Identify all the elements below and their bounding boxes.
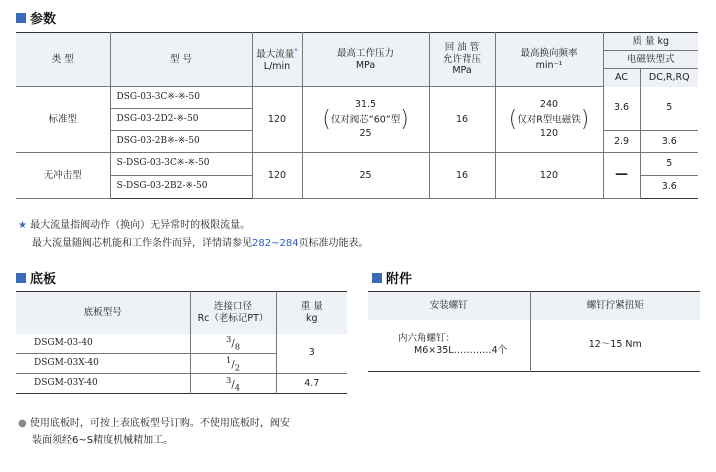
shockless-flow: 120	[252, 153, 302, 199]
standard-pressure-cell	[302, 87, 429, 153]
star-icon: ★	[18, 220, 27, 231]
header-max-pressure	[302, 33, 429, 87]
base-plate-table	[16, 291, 347, 394]
params-section-title	[16, 8, 56, 27]
standard-freq-3: 120	[539, 128, 559, 140]
note-line-2-pre: 最大流量随阀芯机能和工作条件而异，详情请参见	[32, 238, 252, 249]
base-note-line-2	[32, 431, 173, 446]
base-model-3: DSGM-03Y-40	[16, 374, 190, 394]
max-pressure-unit: MPa	[355, 59, 376, 71]
params-title-text: 参数	[30, 12, 57, 27]
return-unit: MPa	[452, 65, 472, 77]
standard-type-cell: 标准型	[16, 87, 110, 153]
shockless-dc-2: 3.6	[640, 176, 698, 199]
header-type: 类 型	[16, 33, 110, 87]
port-1-den: 8	[234, 341, 240, 352]
bolt-type: 内六角螺钉：	[398, 333, 456, 345]
bolt-cell	[368, 320, 530, 372]
freq-label: 最高换向频率	[520, 47, 578, 59]
header-base-model: 底板型号	[16, 292, 190, 334]
paren-left-icon: (	[508, 106, 518, 132]
note-line-1	[18, 216, 250, 231]
header-bolt: 安装螺钉	[368, 292, 530, 320]
standard-model-1: DSG-03-3C※-※-50	[110, 87, 252, 109]
header-model: 型 号	[110, 33, 252, 87]
standard-model-2: DSG-03-2D2-※-50	[110, 109, 252, 131]
max-pressure-label: 最高工作压力	[336, 47, 394, 59]
port-size-standard: Rc（老标记PT）	[197, 312, 269, 324]
params-table	[16, 32, 698, 199]
header-torque: 螺钉拧紧扭矩	[530, 292, 700, 320]
base-note-line-1	[18, 414, 290, 429]
base-port-3: $^3/_4$	[190, 374, 276, 394]
header-return-pressure	[429, 33, 495, 87]
base-title-text: 底板	[30, 272, 57, 287]
shockless-dc-1: 5	[640, 153, 698, 176]
standard-freq-1: 240	[539, 98, 559, 110]
freq-unit: min⁻¹	[535, 59, 563, 71]
base-model-1: DSGM-03-40	[16, 334, 190, 354]
base-mass-b: 4.7	[276, 374, 347, 394]
return-label-1: 回 油 管	[444, 41, 480, 53]
standard-flow: 120	[252, 87, 302, 153]
header-ac: AC	[603, 69, 640, 87]
shockless-pressure: 25	[302, 153, 429, 199]
acc-section-title	[372, 268, 412, 287]
section-square-icon	[372, 273, 382, 283]
shockless-frequency: 120	[495, 153, 603, 199]
standard-pressure-note: 仅对阀芯“60”型	[330, 114, 401, 125]
header-port-size	[190, 292, 276, 334]
section-square-icon	[16, 273, 26, 283]
port-1-num: 3	[226, 334, 232, 345]
port-3-den: 4	[234, 381, 240, 392]
paren-left-icon: (	[322, 106, 331, 132]
note-line-2-post: 页标准功能表。	[298, 238, 369, 249]
header-solenoid-type: 电磁铁型式	[603, 51, 698, 69]
base-note-1-text: 使用底板时，可按上表底板型号订购。不使用底板时，阀安	[29, 418, 290, 429]
standard-ac-2: 2.9	[603, 131, 640, 153]
paren-right-icon: )	[400, 106, 409, 132]
note-line-1-text: 最大流量指阀动作（换向）无异常时的极限流量。	[30, 220, 251, 231]
standard-model-3: DSG-03-2B※-※-50	[110, 131, 252, 153]
standard-frequency-cell	[495, 87, 603, 153]
standard-pressure-1: 31.5	[354, 98, 377, 110]
header-max-frequency	[495, 33, 603, 87]
port-size-label: 连接口径	[213, 300, 252, 312]
base-mass-a: 3	[276, 334, 347, 374]
torque-value: 12～15 Nm	[530, 320, 700, 372]
standard-dc-2: 3.6	[640, 131, 698, 153]
bolt-spec: M6×35L…………4个	[414, 345, 508, 357]
max-flow-label: 最大流量	[256, 48, 295, 60]
shockless-model-1: S-DSG-03-3C※-※-50	[110, 153, 252, 176]
standard-ac-1: 3.6	[603, 87, 640, 131]
shockless-ac: —	[603, 153, 640, 199]
max-flow-unit: L/min	[263, 60, 291, 72]
base-port-2: $^1/_2$	[190, 354, 276, 374]
base-note-2-text: 装面须经6~S精度机械精加工。	[32, 435, 174, 446]
paren-right-icon: )	[580, 106, 590, 132]
shockless-back-pressure: 16	[429, 153, 495, 199]
port-3-num: 3	[226, 374, 232, 385]
port-2-den: 2	[234, 361, 240, 372]
section-square-icon	[16, 13, 26, 23]
note-line-2	[32, 234, 369, 249]
accessory-table	[368, 291, 700, 372]
standard-freq-note: 仅对R型电磁铁	[517, 114, 581, 125]
return-label-2: 允许背压	[442, 53, 481, 65]
acc-title-text: 附件	[386, 272, 413, 287]
shockless-model-2: S-DSG-03-2B2-※-50	[110, 176, 252, 199]
standard-dc-1: 5	[640, 87, 698, 131]
base-mass-label: 重 量	[300, 300, 323, 312]
base-section-title	[16, 268, 56, 287]
header-max-flow	[252, 33, 302, 87]
header-base-mass	[276, 292, 347, 334]
standard-pressure-3: 25	[359, 128, 372, 140]
port-2-num: 1	[226, 354, 232, 365]
base-model-2: DSGM-03X-40	[16, 354, 190, 374]
standard-back-pressure: 16	[429, 87, 495, 153]
base-port-1: $^3/_8$	[190, 334, 276, 354]
max-flow-star: *	[294, 46, 298, 55]
header-mass: 质 量 kg	[603, 33, 698, 51]
header-dc: DC,R,RQ	[640, 69, 698, 87]
shockless-type-cell: 无冲击型	[16, 153, 110, 199]
bullet-icon: ●	[18, 418, 27, 429]
base-mass-unit: kg	[305, 312, 318, 324]
note-page-link[interactable]: 282~284	[252, 238, 299, 249]
